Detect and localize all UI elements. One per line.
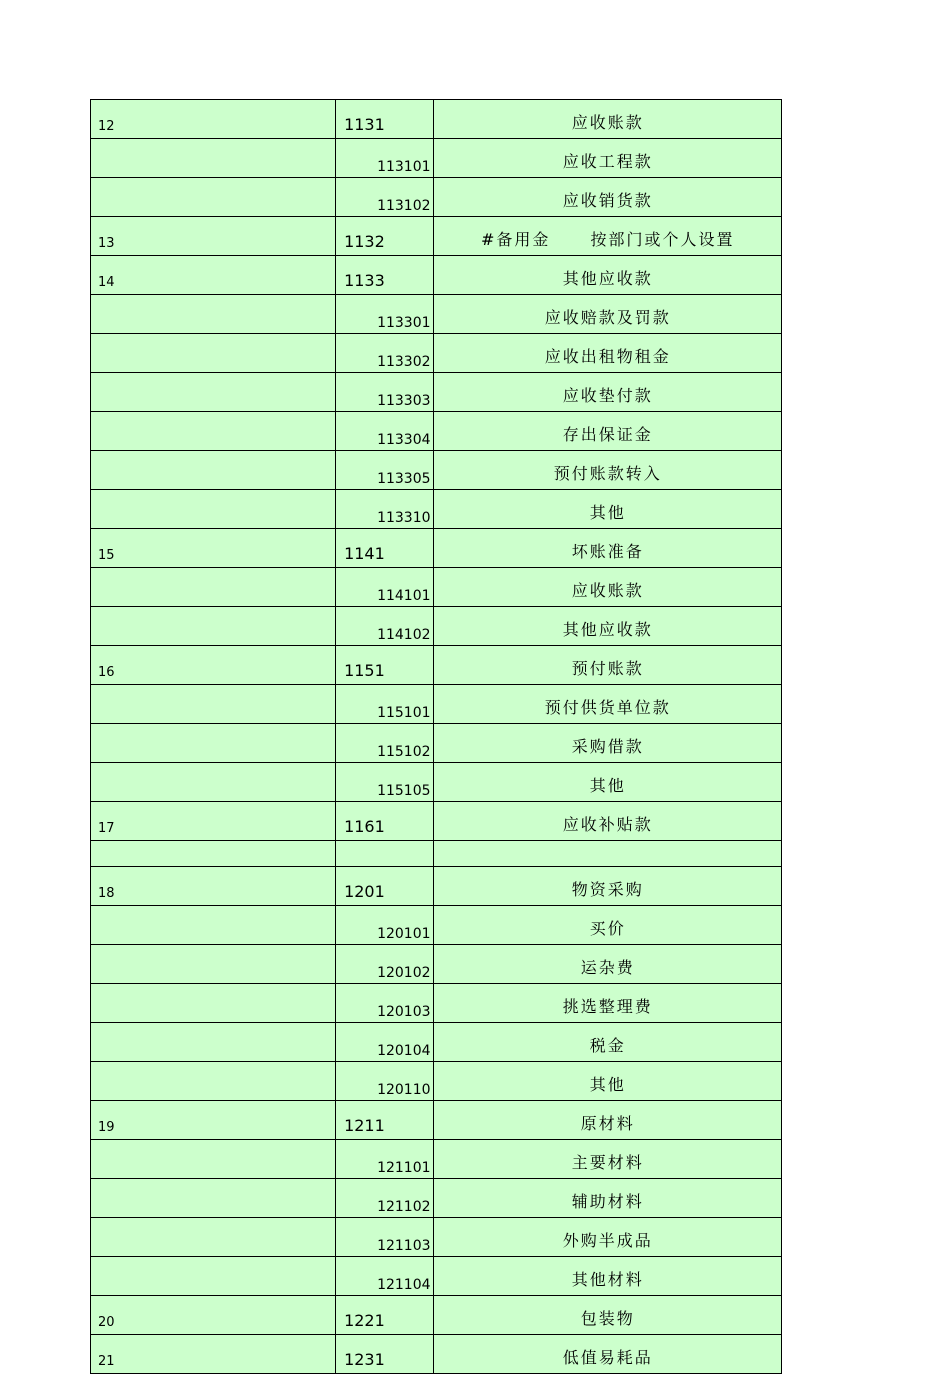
table-row [91, 568, 782, 607]
account-name: 应收账款 [571, 581, 644, 600]
account-name-cell [434, 373, 782, 412]
account-name: 其他应收款 [562, 620, 653, 639]
table-row [91, 646, 782, 685]
account-code-cell: 121101 [336, 1140, 434, 1179]
account-name: 其他 [589, 1075, 626, 1094]
account-code-cell: 121102 [336, 1179, 434, 1218]
table-row [91, 1140, 782, 1179]
row-number-cell [91, 906, 336, 945]
account-name: 其他 [589, 503, 626, 522]
row-number-cell [91, 451, 336, 490]
account-name: 其他应收款 [562, 269, 653, 288]
row-number-cell [91, 724, 336, 763]
account-name: 应收垫付款 [562, 386, 653, 405]
account-name-cell [434, 685, 782, 724]
account-name: 税金 [589, 1036, 626, 1055]
row-number-cell [91, 945, 336, 984]
row-number-cell [91, 178, 336, 217]
account-code-cell: 121104 [336, 1257, 434, 1296]
account-name-cell [434, 724, 782, 763]
account-name-cell [434, 802, 782, 841]
row-number-cell [91, 1140, 336, 1179]
blank-row [91, 841, 782, 867]
blank-cell [434, 841, 782, 867]
account-code-cell: 120102 [336, 945, 434, 984]
account-name: 主要材料 [571, 1153, 644, 1172]
account-name: 低值易耗品 [562, 1348, 653, 1367]
row-number-cell: 12 [91, 100, 336, 139]
account-name-cell [434, 568, 782, 607]
account-code-cell: 113102 [336, 178, 434, 217]
account-name: 其他 [589, 776, 626, 795]
account-name: 物资采购 [571, 880, 644, 899]
account-name: 包装物 [580, 1309, 635, 1328]
account-code-cell: 1211 [336, 1101, 434, 1140]
account-name-cell [434, 867, 782, 906]
table-row [91, 139, 782, 178]
account-code-cell: 114101 [336, 568, 434, 607]
account-code-cell: 1161 [336, 802, 434, 841]
account-code-cell: 113302 [336, 334, 434, 373]
account-name: 原材料 [580, 1114, 635, 1133]
row-number-cell [91, 490, 336, 529]
table-row [91, 1023, 782, 1062]
account-code-cell: 1133 [336, 256, 434, 295]
account-name-cell [434, 139, 782, 178]
row-number-cell: 13 [91, 217, 336, 256]
table-row [91, 1257, 782, 1296]
row-number-cell: 17 [91, 802, 336, 841]
account-name-cell [434, 646, 782, 685]
table-row [91, 685, 782, 724]
row-number-cell: 16 [91, 646, 336, 685]
row-number-cell: 14 [91, 256, 336, 295]
account-name: 应收账款 [571, 113, 644, 132]
account-code-cell: 113101 [336, 139, 434, 178]
account-name-cell [434, 1179, 782, 1218]
account-name: 其他材料 [571, 1270, 644, 1289]
account-table-body [91, 100, 782, 1374]
account-name-cell [434, 1140, 782, 1179]
account-note: 按部门或个人设置 [590, 230, 735, 249]
account-name-cell [434, 451, 782, 490]
row-number-cell [91, 685, 336, 724]
table-row [91, 1218, 782, 1257]
row-number-cell: 18 [91, 867, 336, 906]
account-name: 外购半成品 [562, 1231, 653, 1250]
row-number-cell [91, 607, 336, 646]
table-row [91, 100, 782, 139]
account-name-cell [434, 763, 782, 802]
table-row [91, 373, 782, 412]
row-number-cell [91, 139, 336, 178]
account-name: 买价 [589, 919, 626, 938]
row-number-cell: 19 [91, 1101, 336, 1140]
account-name-cell [434, 295, 782, 334]
account-name: 采购借款 [571, 737, 644, 756]
account-code-cell: 1132 [336, 217, 434, 256]
row-number-cell: 21 [91, 1335, 336, 1374]
account-table [90, 99, 782, 1374]
account-code-cell: 120101 [336, 906, 434, 945]
account-name: 预付账款转入 [553, 464, 662, 483]
account-name-cell [434, 984, 782, 1023]
account-code-cell: 113310 [336, 490, 434, 529]
table-row [91, 217, 782, 256]
account-code-cell: 113305 [336, 451, 434, 490]
account-code-cell: 1141 [336, 529, 434, 568]
account-name-cell [434, 1023, 782, 1062]
table-row [91, 412, 782, 451]
row-number-cell [91, 984, 336, 1023]
table-row [91, 1101, 782, 1140]
table-row [91, 178, 782, 217]
row-number-cell [91, 1062, 336, 1101]
account-name-cell [434, 1101, 782, 1140]
account-name: 存出保证金 [562, 425, 653, 444]
row-number-cell [91, 412, 336, 451]
table-row [91, 295, 782, 334]
table-row [91, 490, 782, 529]
table-row [91, 724, 782, 763]
account-name: 应收销货款 [562, 191, 653, 210]
account-code-cell: 121103 [336, 1218, 434, 1257]
table-row [91, 945, 782, 984]
row-number-cell [91, 1257, 336, 1296]
table-row [91, 607, 782, 646]
account-name: 应收赔款及罚款 [544, 308, 671, 327]
account-code-cell: 113304 [336, 412, 434, 451]
account-name-cell [434, 1218, 782, 1257]
row-number-cell [91, 1023, 336, 1062]
account-name: #备用金 [481, 230, 551, 249]
account-code-cell: 1131 [336, 100, 434, 139]
row-number-cell [91, 295, 336, 334]
table-row [91, 1335, 782, 1374]
account-name-cell [434, 1335, 782, 1374]
row-number-cell [91, 1179, 336, 1218]
account-name-cell [434, 100, 782, 139]
account-name: 预付供货单位款 [544, 698, 671, 717]
table-row [91, 763, 782, 802]
account-code-cell: 1201 [336, 867, 434, 906]
table-row [91, 984, 782, 1023]
account-name: 挑选整理费 [562, 997, 653, 1016]
account-name-cell [434, 490, 782, 529]
row-number-cell [91, 1218, 336, 1257]
table-row [91, 1062, 782, 1101]
account-name-cell [434, 334, 782, 373]
account-name-cell [434, 607, 782, 646]
account-name: 应收出租物租金 [544, 347, 671, 366]
account-code-cell: 115101 [336, 685, 434, 724]
account-code-cell: 113303 [336, 373, 434, 412]
table-row [91, 256, 782, 295]
account-name-cell [434, 217, 782, 256]
account-name: 应收补贴款 [562, 815, 653, 834]
account-name-cell [434, 1296, 782, 1335]
account-name-cell [434, 178, 782, 217]
account-code-cell: 120104 [336, 1023, 434, 1062]
row-number-cell [91, 763, 336, 802]
table-row [91, 867, 782, 906]
account-code-cell: 1221 [336, 1296, 434, 1335]
account-code-cell: 113301 [336, 295, 434, 334]
account-name: 坏账准备 [571, 542, 644, 561]
account-code-cell: 120110 [336, 1062, 434, 1101]
account-code-cell: 1231 [336, 1335, 434, 1374]
account-name: 应收工程款 [562, 152, 653, 171]
account-name: 运杂费 [580, 958, 635, 977]
account-name-cell [434, 906, 782, 945]
account-name-cell [434, 1062, 782, 1101]
account-code-cell: 115102 [336, 724, 434, 763]
table-row [91, 906, 782, 945]
account-name-cell [434, 256, 782, 295]
blank-cell [91, 841, 336, 867]
table-row [91, 802, 782, 841]
table-row [91, 334, 782, 373]
account-code-cell: 120103 [336, 984, 434, 1023]
account-name-cell [434, 529, 782, 568]
table-row [91, 1179, 782, 1218]
account-name-cell [434, 1257, 782, 1296]
account-code-cell: 1151 [336, 646, 434, 685]
account-name: 辅助材料 [571, 1192, 644, 1211]
table-row [91, 1296, 782, 1335]
row-number-cell: 20 [91, 1296, 336, 1335]
account-name-cell [434, 412, 782, 451]
table-row [91, 451, 782, 490]
table-row [91, 529, 782, 568]
row-number-cell: 15 [91, 529, 336, 568]
row-number-cell [91, 568, 336, 607]
account-code-cell: 115105 [336, 763, 434, 802]
row-number-cell [91, 373, 336, 412]
account-name-cell [434, 945, 782, 984]
account-name: 预付账款 [571, 659, 644, 678]
blank-cell [336, 841, 434, 867]
account-code-cell: 114102 [336, 607, 434, 646]
row-number-cell [91, 334, 336, 373]
